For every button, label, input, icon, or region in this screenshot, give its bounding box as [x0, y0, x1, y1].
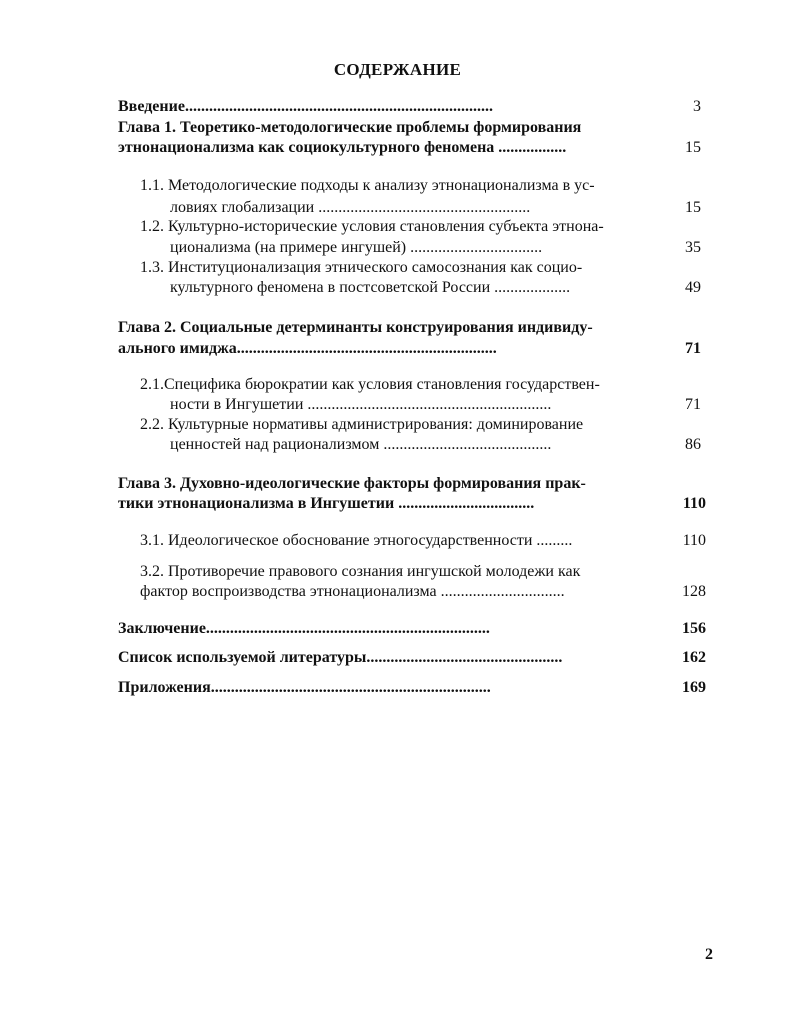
toc-page-literature: 162 — [682, 649, 706, 666]
toc-entry-literature: Список используемой литературы................................................. — [118, 649, 563, 666]
toc-page-chapter-1: 15 — [685, 139, 701, 156]
toc-page-section-1-2: 35 — [685, 239, 701, 256]
toc-page-section-3-1: 110 — [682, 532, 706, 549]
toc-entry-section-1-1: 1.1. Методологические подходы к анализу этнонационализма в ус- — [140, 177, 595, 194]
toc-title: СОДЕРЖАНИЕ — [333, 60, 462, 79]
toc-entry-section-1-2-cont: ционализма (на примере ингушей) ................................. — [170, 239, 543, 256]
toc-entry-section-3-2-cont: фактор воспроизводства этнонационализма ............................... — [140, 583, 565, 600]
toc-entry-section-2-1-cont: ности в Ингушетии ............................................................. — [170, 396, 552, 413]
toc-page-section-2-2: 86 — [685, 436, 701, 453]
toc-page-chapter-2: 71 — [685, 340, 701, 357]
toc-entry-section-2-2: 2.2. Культурные нормативы администрирования: доминирование — [140, 416, 584, 433]
toc-entry-chapter-3: Глава 3. Духовно-идеологические факторы формирования прак- — [118, 475, 586, 492]
toc-page-appendix: 169 — [682, 679, 706, 696]
toc-entry-section-2-2-cont: ценностей над рационализмом .......................................... — [170, 436, 552, 453]
toc-entry-chapter-2: Глава 2. Социальные детерминанты конструирования индивиду- — [118, 319, 593, 336]
toc-entry-section-1-2: 1.2. Культурно-исторические условия становления субъекта этнона- — [140, 218, 604, 235]
toc-entry-appendix: Приложения...................................................................... — [118, 679, 491, 696]
toc-page-chapter-3: 110 — [682, 495, 706, 512]
toc-entry-intro: Введение............................................................................. — [118, 98, 493, 115]
toc-entry-conclusion: Заключение....................................................................... — [118, 620, 490, 637]
toc-entry-chapter-1-cont: этнонационализма как социокультурного феномена ................. — [118, 139, 567, 156]
toc-page-conclusion: 156 — [682, 620, 706, 637]
toc-entry-section-1-3: 1.3. Институционализация этнического самосознания как социо- — [140, 259, 583, 276]
toc-entry-section-1-3-cont: культурного феномена в постсоветской России ................... — [170, 279, 571, 296]
toc-page-section-3-2: 128 — [682, 583, 706, 600]
toc-entry-section-3-2: 3.2. Противоречие правового сознания ингушской молодежи как — [140, 563, 581, 580]
toc-entry-chapter-3-cont: тики этнонационализма в Ингушетии .................................. — [118, 495, 535, 512]
toc-entry-section-2-1: 2.1.Специфика бюрократии как условия становления государствен- — [140, 376, 600, 393]
toc-entry-section-1-1-cont: ловиях глобализации ..................................................... — [170, 199, 531, 216]
toc-page-section-2-1: 71 — [685, 396, 701, 413]
toc-entry-section-3-1: 3.1. Идеологическое обоснование этногосударственности ......... — [140, 532, 573, 549]
page-number: 2 — [705, 946, 713, 963]
toc-page-section-1-1: 15 — [685, 199, 701, 216]
toc-page-section-1-3: 49 — [685, 279, 701, 296]
toc-entry-chapter-1: Глава 1. Теоретико-методологические проблемы формирования — [118, 119, 582, 136]
toc-entry-chapter-2-cont: ального имиджа................................................................. — [118, 340, 497, 357]
toc-page-intro: 3 — [693, 98, 701, 115]
